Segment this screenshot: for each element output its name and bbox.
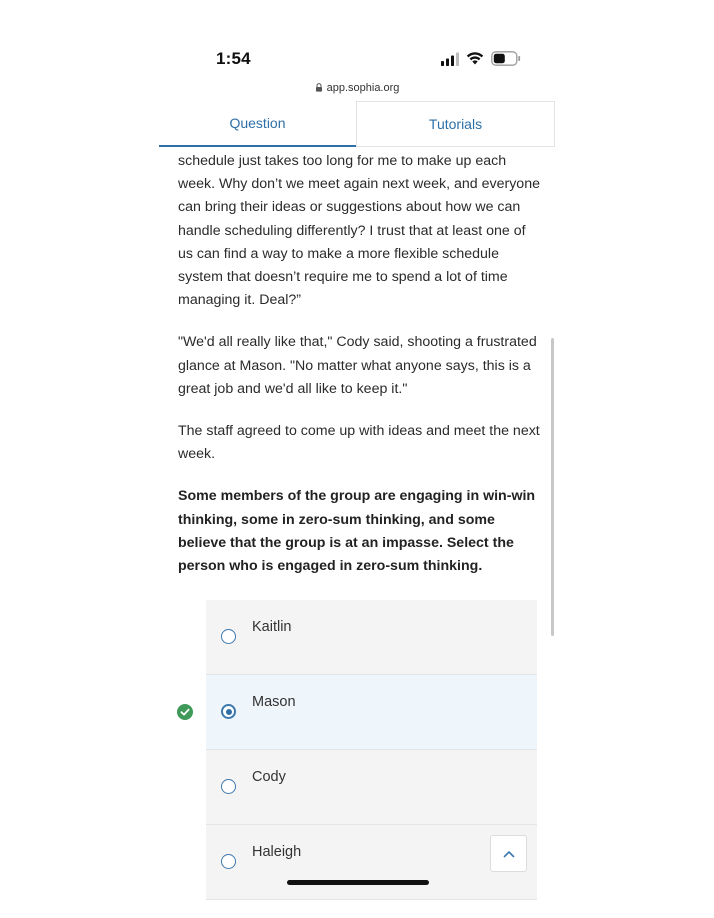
answer-options bbox=[206, 600, 537, 900]
scroll-to-top-button[interactable] bbox=[490, 835, 527, 872]
chevron-up-icon bbox=[503, 850, 515, 858]
tab-tutorials[interactable]: Tutorials bbox=[356, 101, 555, 147]
check-circle-icon bbox=[177, 704, 193, 720]
radio-button[interactable] bbox=[221, 779, 236, 794]
radio-button[interactable] bbox=[221, 854, 236, 869]
answer-option-cody[interactable] bbox=[206, 750, 537, 825]
radio-button-selected[interactable] bbox=[221, 704, 236, 719]
tab-question[interactable]: Question bbox=[159, 101, 356, 147]
cellular-signal-icon bbox=[440, 52, 460, 66]
answer-option-mason[interactable] bbox=[206, 675, 537, 750]
answer-option-label: Cody bbox=[252, 769, 286, 785]
answer-option-label: Haleigh bbox=[252, 844, 302, 860]
tab-bar bbox=[159, 101, 555, 147]
home-indicator[interactable] bbox=[287, 880, 429, 885]
question-prompt: Some members of the group are engaging in win-win thinking, some in zero-sum thinking, and some believe that the group is at an impasse. Select the person who is engaged in zero-sum thinking. bbox=[178, 488, 536, 575]
question-content bbox=[178, 150, 540, 597]
passage-paragraph: "We'd all really like that," Cody said, shooting a frustrated glance at Mason. "No matter what anyone says, this is a great job and we'd all like to keep it." bbox=[178, 334, 537, 397]
battery-icon bbox=[491, 51, 521, 66]
wifi-icon bbox=[466, 51, 484, 65]
answer-option-kaitlin[interactable] bbox=[206, 600, 537, 675]
lock-icon bbox=[315, 83, 323, 92]
answer-option-label: Mason bbox=[252, 694, 296, 710]
scrollbar[interactable] bbox=[551, 338, 554, 636]
answer-option-haleigh[interactable] bbox=[206, 825, 537, 900]
radio-button[interactable] bbox=[221, 629, 236, 644]
passage-paragraph: schedule just takes too long for me to make up each week. Why don’t we meet again next week, and everyone can bring their ideas or suggestions about how we can handle scheduling differently? I trust that at least one of us can find a way to make a more flexible schedule system that doesn’t require me to spend a lot of time managing it. Deal?” bbox=[178, 153, 540, 309]
answer-option-label: Kaitlin bbox=[252, 619, 292, 635]
url-bar[interactable] bbox=[0, 82, 714, 94]
url-text: app.sophia.org bbox=[326, 82, 400, 94]
passage-paragraph: The staff agreed to come up with ideas and meet the next week. bbox=[178, 423, 540, 463]
status-time: 1:54 bbox=[216, 49, 251, 68]
